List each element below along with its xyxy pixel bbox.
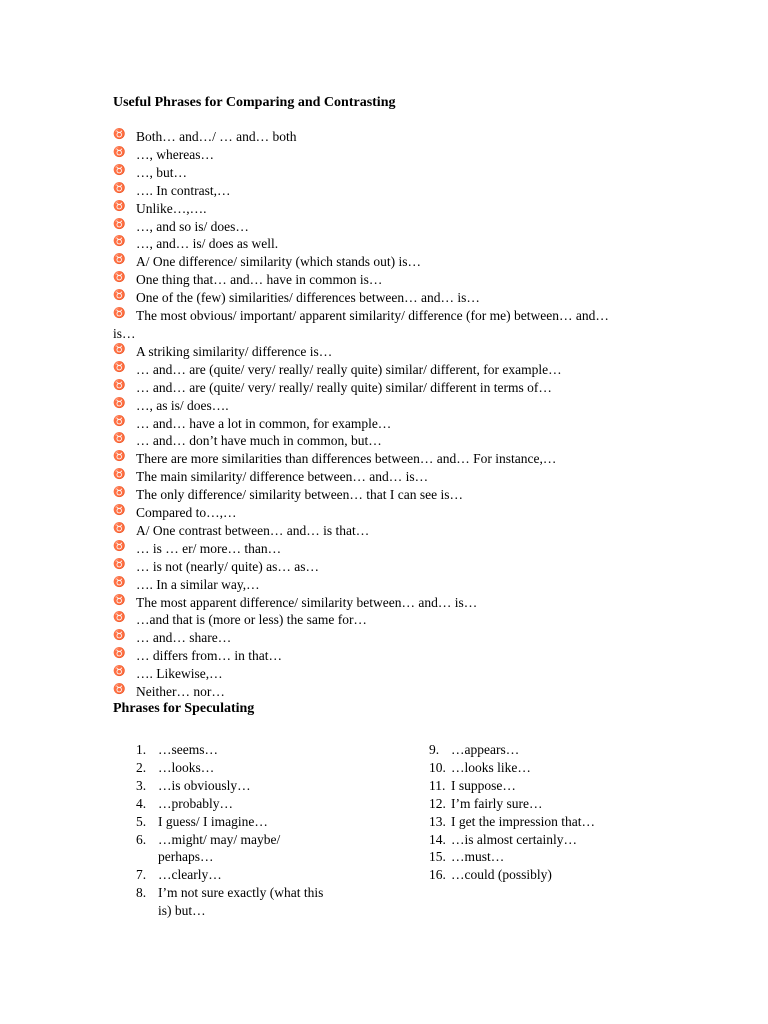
speculating-item xyxy=(136,813,336,831)
phrase-item xyxy=(113,397,633,415)
phrase-text: …, but… xyxy=(136,164,188,180)
bullet-icon: ♉ xyxy=(113,129,126,140)
phrase-text: The main similarity/ difference between… and… is… xyxy=(136,469,429,485)
bullet-icon: ♉ xyxy=(113,576,126,588)
bullet-icon: ♉ xyxy=(113,558,126,570)
bullet-icon: ♉ xyxy=(113,666,126,678)
bullet-icon: ♉ xyxy=(113,290,126,302)
phrase-text: …. Likewise,… xyxy=(136,666,223,682)
phrase-text: Unlike…,…. xyxy=(136,200,207,216)
speculating-item xyxy=(429,759,649,777)
phrase-text: …, as is/ does…. xyxy=(136,397,229,413)
speculating-item xyxy=(136,777,336,795)
phrase-text: A/ One contrast between… and… is that… xyxy=(136,522,370,538)
phrase-item xyxy=(113,415,633,433)
item-text: …must… xyxy=(451,849,505,865)
speculating-item xyxy=(429,866,649,884)
phrase-item xyxy=(113,683,633,701)
item-text: …could (possibly) xyxy=(451,867,552,883)
phrase-item xyxy=(113,182,633,200)
item-text: I’m fairly sure… xyxy=(451,795,543,811)
bullet-icon: ♉ xyxy=(113,200,126,212)
bullet-icon: ♉ xyxy=(113,469,126,481)
phrase-text: … and… are (quite/ very/ really/ really quite) similar/ different, for example… xyxy=(136,361,562,377)
item-number: 1. xyxy=(136,742,147,757)
phrase-text: The most obvious/ important/ apparent similarity/ difference (for me) between… and… is… xyxy=(113,308,609,341)
phrase-text: The only difference/ similarity between… that I can see is… xyxy=(136,487,464,503)
phrase-text: … is … er/ more… than… xyxy=(136,540,282,556)
bullet-icon: ♉ xyxy=(113,182,126,194)
heading-speculating: Phrases for Speculating xyxy=(113,701,255,716)
speculating-item xyxy=(429,848,649,866)
phrase-text: A striking similarity/ difference is… xyxy=(136,343,333,359)
phrase-text: … and… are (quite/ very/ really/ really quite) similar/ different in terms of… xyxy=(136,379,552,395)
bullet-icon: ♉ xyxy=(113,164,126,176)
phrase-item xyxy=(113,146,633,164)
bullet-icon: ♉ xyxy=(113,648,126,660)
phrase-text: …. In contrast,… xyxy=(136,182,231,198)
item-number: 8. xyxy=(136,885,147,901)
phrase-text: A/ One difference/ similarity (which stands out) is… xyxy=(136,254,422,270)
item-number: 14. xyxy=(429,831,446,847)
item-text: I suppose… xyxy=(451,777,516,793)
speculating-item xyxy=(136,831,336,867)
phrase-item xyxy=(113,576,633,594)
speculating-item xyxy=(429,777,649,795)
item-text: …looks like… xyxy=(451,759,531,775)
speculating-item xyxy=(136,884,336,920)
item-text: …is almost certainly… xyxy=(451,831,577,847)
bullet-icon: ♉ xyxy=(113,379,126,391)
item-number: 6. xyxy=(136,831,147,847)
item-number: 4. xyxy=(136,795,147,811)
phrase-item xyxy=(113,218,633,236)
item-text: …appears… xyxy=(451,742,520,757)
speculating-item xyxy=(136,866,336,884)
phrase-item xyxy=(113,289,633,307)
bullet-icon: ♉ xyxy=(113,272,126,284)
speculating-item xyxy=(429,813,649,831)
item-number: 13. xyxy=(429,813,446,829)
item-text: …clearly… xyxy=(158,867,222,883)
item-number: 15. xyxy=(429,849,446,865)
phrase-item xyxy=(113,665,633,683)
phrase-item xyxy=(113,361,633,379)
phrase-text: Both… and…/ … and… both xyxy=(136,129,297,144)
bullet-icon: ♉ xyxy=(113,415,126,427)
phrase-text: … differs from… in that… xyxy=(136,648,282,664)
bullet-icon: ♉ xyxy=(113,684,126,696)
bullet-icon: ♉ xyxy=(113,451,126,463)
phrase-text: Neither… nor… xyxy=(136,684,225,700)
phrase-item xyxy=(113,629,633,647)
bullet-icon: ♉ xyxy=(113,218,126,230)
phrase-item xyxy=(113,450,633,468)
phrase-item xyxy=(113,540,633,558)
phrase-text: …. In a similar way,… xyxy=(136,576,260,592)
item-text: I’m not sure exactly (what this is) but… xyxy=(158,885,324,919)
phrase-item xyxy=(113,379,633,397)
phrase-text: …and that is (more or less) the same for… xyxy=(136,612,367,628)
bullet-icon: ♉ xyxy=(113,308,126,320)
phrase-text: … and… have a lot in common, for example… xyxy=(136,415,392,431)
phrase-text: One thing that… and… have in common is… xyxy=(136,272,383,288)
bullet-icon: ♉ xyxy=(113,594,126,606)
bullet-icon: ♉ xyxy=(113,433,126,445)
phrase-item xyxy=(113,594,633,612)
bullet-icon: ♉ xyxy=(113,254,126,266)
speculating-item xyxy=(136,741,336,759)
phrase-text: … and… don’t have much in common, but… xyxy=(136,433,382,449)
phrase-text: … and… share… xyxy=(136,630,232,646)
bullet-icon: ♉ xyxy=(113,522,126,534)
bullet-icon: ♉ xyxy=(113,487,126,499)
phrase-item xyxy=(113,432,633,450)
bullet-icon: ♉ xyxy=(113,146,126,158)
phrase-text: There are more similarities than differences between… and… For instance,… xyxy=(136,451,557,467)
speculating-item xyxy=(429,831,649,849)
phrase-item xyxy=(113,307,633,343)
item-text: …seems… xyxy=(158,742,218,757)
item-number: 5. xyxy=(136,813,147,829)
phrase-item xyxy=(113,253,633,271)
phrase-text: One of the (few) similarities/ differences between… and… is… xyxy=(136,290,480,306)
speculating-list-right xyxy=(429,741,649,884)
item-number: 10. xyxy=(429,759,446,775)
bullet-icon: ♉ xyxy=(113,505,126,517)
bullet-icon: ♉ xyxy=(113,612,126,624)
phrase-item xyxy=(113,611,633,629)
phrase-item xyxy=(113,200,633,218)
bullet-icon: ♉ xyxy=(113,361,126,373)
speculating-list-left xyxy=(136,741,336,920)
bullet-icon: ♉ xyxy=(113,397,126,409)
phrase-item xyxy=(113,271,633,289)
item-text: I get the impression that… xyxy=(451,813,595,829)
comparing-phrases-list xyxy=(113,128,633,701)
phrase-item xyxy=(113,504,633,522)
bullet-icon: ♉ xyxy=(113,630,126,642)
item-number: 16. xyxy=(429,867,446,883)
speculating-item xyxy=(429,795,649,813)
phrase-item xyxy=(113,128,633,146)
phrase-item xyxy=(113,647,633,665)
bullet-icon: ♉ xyxy=(113,343,126,355)
item-text: I guess/ I imagine… xyxy=(158,813,268,829)
item-text: …probably… xyxy=(158,795,233,811)
speculating-item xyxy=(136,759,336,777)
speculating-item xyxy=(136,795,336,813)
item-number: 11. xyxy=(429,777,446,793)
phrase-item xyxy=(113,522,633,540)
phrase-text: …, and… is/ does as well. xyxy=(136,236,279,252)
item-number: 9. xyxy=(429,742,440,757)
item-number: 3. xyxy=(136,777,147,793)
phrase-item xyxy=(113,164,633,182)
phrase-item xyxy=(113,343,633,361)
phrase-item xyxy=(113,558,633,576)
phrase-text: … is not (nearly/ quite) as… as… xyxy=(136,558,319,574)
speculating-item xyxy=(429,741,649,759)
item-text: …is obviously… xyxy=(158,777,251,793)
item-text: …might/ may/ maybe/ perhaps… xyxy=(158,831,281,865)
phrase-item xyxy=(113,235,633,253)
heading-comparing-contrasting: Useful Phrases for Comparing and Contrasting xyxy=(113,95,396,110)
phrase-text: …, and so is/ does… xyxy=(136,218,249,234)
bullet-icon: ♉ xyxy=(113,540,126,552)
phrase-text: …, whereas… xyxy=(136,146,214,162)
phrase-item xyxy=(113,486,633,504)
item-number: 12. xyxy=(429,795,446,811)
item-number: 7. xyxy=(136,867,147,883)
item-number: 2. xyxy=(136,759,147,775)
phrase-item xyxy=(113,468,633,486)
item-text: …looks… xyxy=(158,759,215,775)
bullet-icon: ♉ xyxy=(113,236,126,248)
phrase-text: The most apparent difference/ similarity between… and… is… xyxy=(136,594,478,610)
phrase-text: Compared to…,… xyxy=(136,505,237,521)
